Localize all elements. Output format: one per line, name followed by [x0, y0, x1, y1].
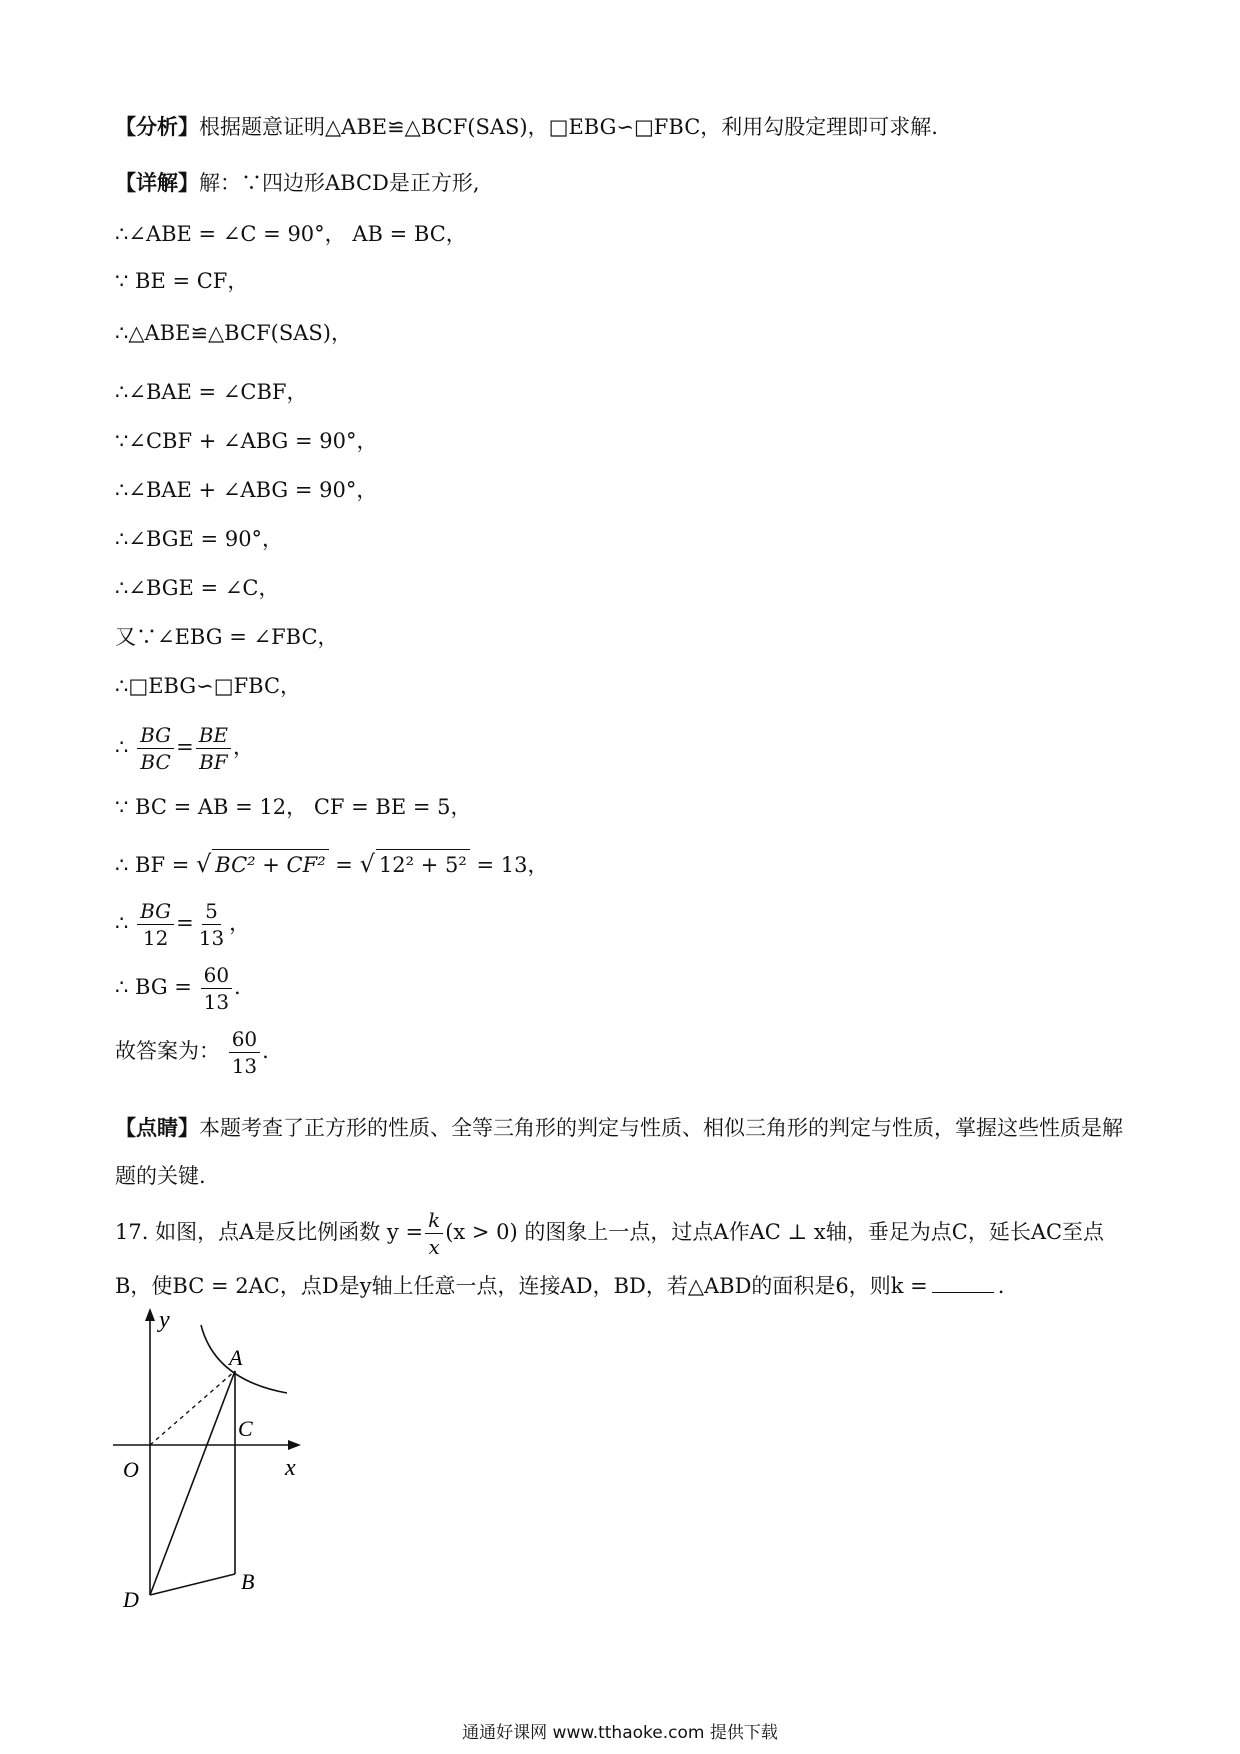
analysis-tag: 【分析】	[115, 114, 199, 139]
pythagoras-result: = 13，	[476, 853, 549, 877]
question-fraction-numerator: k	[425, 1207, 443, 1234]
step-line-4: ∴∠BAE = ∠CBF，	[115, 380, 308, 404]
step-line-3: ∴△ABE≌△BCF(SAS)，	[115, 321, 352, 345]
step-line-6: ∴∠BAE + ∠ABG = 90°，	[115, 478, 378, 502]
answer-fraction	[229, 1026, 260, 1079]
analysis-paragraph	[115, 112, 1125, 142]
hyperbola-curve	[201, 1325, 287, 1393]
pythagoras-line	[115, 849, 548, 880]
proportion-fraction-2	[196, 898, 227, 951]
answer-suffix: .	[262, 1039, 269, 1063]
step-line-2: ∵ BE = CF，	[115, 269, 249, 293]
ratio-equation	[115, 722, 254, 775]
segment-db	[150, 1574, 235, 1595]
ratio-fraction-1	[137, 722, 174, 775]
given-values-line: ∵ BC = AB = 12， CF = BE = 5，	[115, 795, 472, 819]
step-line-9: 又∵∠EBG = ∠FBC，	[115, 625, 339, 649]
sqrt-symbol-icon: √	[359, 850, 375, 878]
analysis-text: 根据题意证明△ABE≌△BCF(SAS)，□EBG∽□FBC，利用勾股定理即可求解.	[199, 115, 938, 139]
detail-tag: 【详解】	[115, 170, 199, 195]
pythagoras-prefix: ∴ BF =	[115, 853, 190, 877]
ratio-denominator-2: BF	[199, 750, 228, 774]
ratio-numerator-2: BE	[196, 722, 231, 749]
question-part-1: 如图，点A是反比例函数 y =	[155, 1220, 424, 1244]
step-line-7: ∴∠BGE = 90°，	[115, 527, 284, 551]
proportion-equals: =	[176, 911, 194, 935]
pythagoras-equals: =	[335, 853, 353, 877]
label-b: B	[241, 1569, 255, 1594]
answer-prefix: 故答案为：	[115, 1039, 220, 1063]
question-fraction	[425, 1207, 443, 1260]
comment-text: 本题考查了正方形的性质、全等三角形的判定与性质、相似三角形的判定与性质，掌握这些性质是解题的关键.	[115, 1116, 1123, 1188]
step-line-10: ∴□EBG∽□FBC，	[115, 674, 302, 698]
label-d: D	[123, 1587, 139, 1612]
step-line-8: ∴∠BGE = ∠C，	[115, 576, 280, 600]
answer-line	[115, 1026, 269, 1079]
result-numerator: 60	[201, 962, 232, 989]
answer-blank[interactable]	[932, 1292, 994, 1293]
detail-intro-text: 解：∵四边形ABCD是正方形,	[199, 171, 480, 195]
x-axis-arrow-icon	[288, 1440, 301, 1450]
question-part-2: (x > 0) 的图象上一点，过点A作AC ⊥ x轴，垂足为点C，延长AC至点B，使BC = 2AC，点D是y轴上任意一点，连接AD，BD，若△ABD的面积是6，则k =	[115, 1220, 1105, 1298]
ratio-prefix: ∴	[115, 735, 129, 759]
proportion-prefix: ∴	[115, 911, 129, 935]
proportion-equation	[115, 898, 250, 951]
result-equation	[115, 962, 241, 1015]
question-part-3: .	[997, 1274, 1005, 1298]
detail-intro	[115, 168, 480, 198]
result-prefix: ∴ BG =	[115, 975, 192, 999]
label-o: O	[123, 1457, 139, 1482]
answer-denominator: 13	[231, 1054, 258, 1078]
geometry-figure	[105, 1305, 325, 1615]
ratio-numerator-1: BG	[137, 722, 174, 749]
result-denominator: 13	[203, 990, 230, 1014]
y-axis-arrow-icon	[145, 1308, 155, 1321]
answer-numerator: 60	[229, 1026, 260, 1053]
comment-paragraph	[115, 1104, 1125, 1200]
label-a: A	[229, 1345, 243, 1370]
question-paragraph	[115, 1206, 1125, 1312]
comment-tag: 【点睛】	[115, 1115, 199, 1140]
segment-ad	[150, 1371, 235, 1595]
label-y: y	[159, 1307, 170, 1333]
dashed-segment-oa	[150, 1371, 235, 1445]
ratio-suffix: ，	[233, 735, 255, 759]
proportion-numerator-1: BG	[137, 898, 174, 925]
footer-credit: 通通好课网 www.tthaoke.com 提供下载	[462, 1723, 778, 1743]
label-x: x	[285, 1455, 296, 1481]
proportion-numerator-2: 5	[202, 898, 221, 925]
question-fraction-denominator: x	[428, 1235, 440, 1259]
label-c: C	[238, 1416, 253, 1441]
sqrt-expression-2: 12² + 5²	[376, 849, 470, 880]
ratio-equals: =	[176, 735, 194, 759]
proportion-denominator-1: 12	[142, 926, 169, 950]
sqrt-expression-1: BC² + CF²	[212, 849, 328, 880]
ratio-denominator-1: BC	[140, 750, 171, 774]
result-fraction	[201, 962, 232, 1015]
question-number: 17.	[115, 1220, 149, 1244]
step-line-5: ∵∠CBF + ∠ABG = 90°，	[115, 429, 378, 453]
ratio-fraction-2	[196, 722, 231, 775]
proportion-fraction-1	[137, 898, 174, 951]
proportion-denominator-2: 13	[198, 926, 225, 950]
step-line-1: ∴∠ABE = ∠C = 90°， AB = BC，	[115, 222, 467, 246]
sqrt-symbol-icon: √	[196, 850, 212, 878]
result-suffix: .	[234, 975, 241, 999]
proportion-suffix: ，	[229, 911, 251, 935]
